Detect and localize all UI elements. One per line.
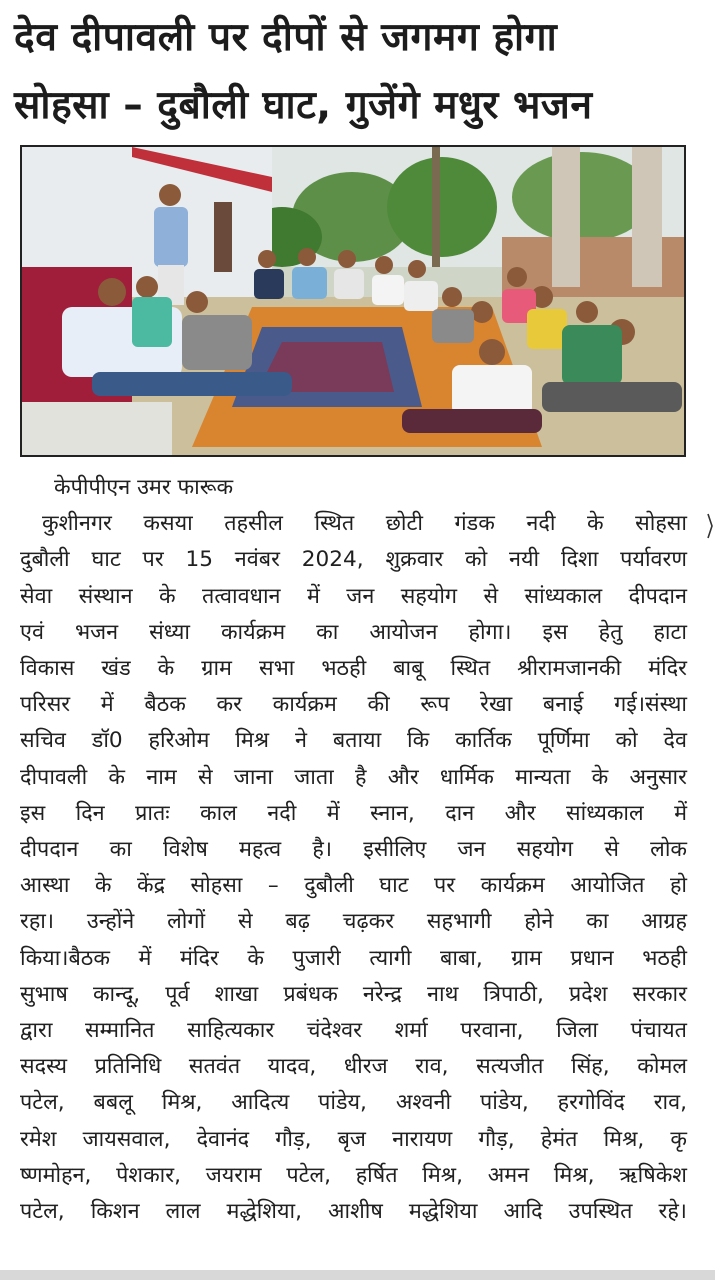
article-line: रमेश जायसवाल, देवानंद गौड़, बृज नारायण गौड़, हेमंत मिश्र, कृ xyxy=(20,1126,687,1152)
article-line: दीपदान का विशेष महत्व है। इसीलिए जन सहयोग से लोक xyxy=(20,837,687,863)
article-line: सदस्य प्रतिनिधि सतवंत यादव, धीरज राव, सत्यजीत सिंह, कोमल xyxy=(20,1054,687,1080)
article-line: दुबौली घाट पर 15 नवंबर 2024, शुक्रवार को नयी दिशा पर्यावरण xyxy=(20,547,687,573)
article-line: द्वारा सम्मानित साहित्यकार चंदेश्वर शर्मा परवाना, जिला पंचायत xyxy=(20,1018,687,1044)
headline xyxy=(14,4,704,140)
article-line: एवं भजन संध्या कार्यक्रम का आयोजन होगा। इस हेतु हाटा xyxy=(20,619,687,645)
news-photo xyxy=(20,145,686,457)
article-body xyxy=(20,506,687,1230)
article-line: दीपावली के नाम से जाना जाता है और धार्मिक मान्यता के अनुसार xyxy=(20,764,687,790)
page-bottom-bar xyxy=(0,1270,715,1280)
article-line: पटेल, बबलू मिश्र, आदित्य पांडेय, अश्वनी पांडेय, हरगोविंद राव, xyxy=(20,1090,687,1116)
article xyxy=(20,470,687,1230)
article-line: पटेल, किशन लाल मद्धेशिया, आशीष मद्धेशिया आदि उपस्थित रहे। xyxy=(20,1199,687,1225)
headline-line-2: सोहसा – दुबौली घाट, गुजेंगे मधुर भजन xyxy=(14,83,593,128)
article-line: विकास खंड के ग्राम सभा भठही बाबू स्थित श्रीरामजानकी मंदिर xyxy=(20,656,687,682)
article-line: सचिव डॉ0 हरिओम मिश्र ने बताया कि कार्तिक पूर्णिमा को देव xyxy=(20,728,687,754)
article-line: कुशीनगर कसया तहसील स्थित छोटी गंडक नदी के सोहसा xyxy=(42,511,687,537)
article-line: किया।बैठक में मंदिर के पुजारी त्यागी बाबा, ग्राम प्रधान भठही xyxy=(20,945,687,971)
page-edge-mark xyxy=(707,512,713,540)
article-line: इस दिन प्रातः काल नदी में स्नान, दान और सांध्यकाल में xyxy=(20,800,687,826)
article-line: सुभाष कान्दू, पूर्व शाखा प्रबंधक नरेन्द्र नाथ त्रिपाठी, प्रदेश सरकार xyxy=(20,981,687,1007)
article-line: रहा। उन्होंने लोगों से बढ़ चढ़कर सहभागी होने का आग्रह xyxy=(20,909,687,935)
article-line: सेवा संस्थान के तत्वावधान में जन सहयोग से सांध्यकाल दीपदान xyxy=(20,583,687,609)
headline-line-1: देव दीपावली पर दीपों से जगमग होगा xyxy=(14,15,558,60)
article-line: आस्था के केंद्र सोहसा – दुबौली घाट पर कार्यक्रम आयोजित हो xyxy=(20,873,687,899)
article-line: ष्णमोहन, पेशकार, जयराम पटेल, हर्षित मिश्र, अमन मिश्र, ऋषिकेश xyxy=(20,1162,687,1188)
photo-meeting-icon xyxy=(22,147,684,455)
article-line: परिसर में बैठक कर कार्यक्रम की रूप रेखा बनाई गई।संस्था xyxy=(20,692,687,718)
byline: केपीपीएन उमर फारूक xyxy=(54,475,234,500)
